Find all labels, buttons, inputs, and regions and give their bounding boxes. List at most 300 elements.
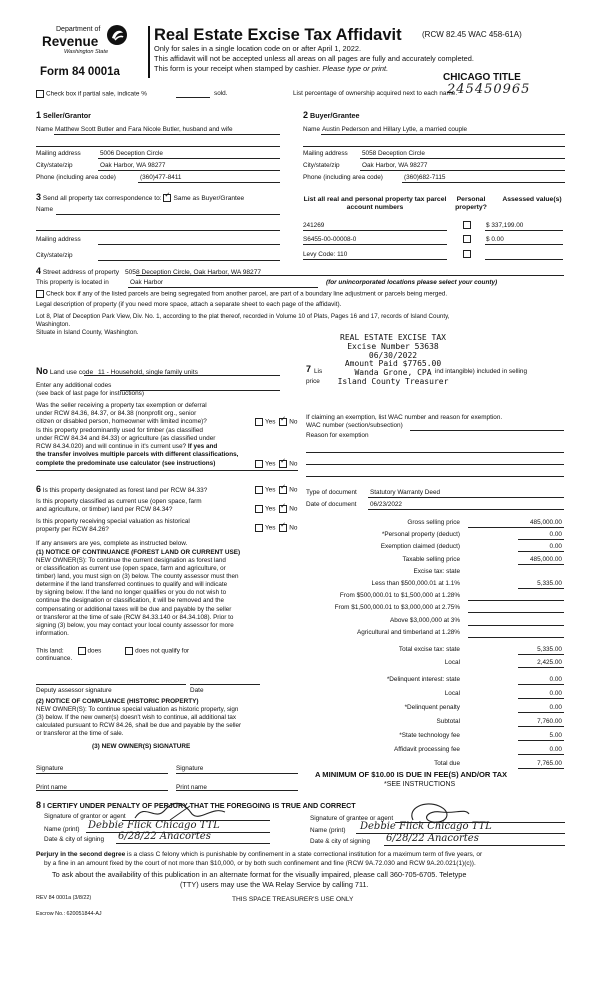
if-yes-note: If any answers are yes, complete as instructed below. [36,540,188,547]
buyer-name-label: Name [303,126,321,133]
tax-row [300,556,564,568]
parcels-header-assessed: Assessed value(s) [502,196,562,203]
q-timber-3-bold: If yes and [187,443,218,450]
seller-heading-label: Seller/Grantor [43,111,91,120]
tax-row-value[interactable]: 7,765.00 [537,760,562,767]
q-timber-5: complete the predominate use calculator (see instructions) [36,460,216,467]
segregated-checkbox[interactable] [36,290,44,298]
new-owner-print-label-1: Print name [36,784,67,791]
tax-row [300,629,564,641]
land-does-not-label: does not qualify for [135,647,190,655]
new-owner-signature-line-2[interactable] [176,773,298,774]
q-forest [36,484,207,494]
grantee-name-hand[interactable]: Debbie Flick Chicago TTL [360,821,492,832]
tax-row [300,543,564,555]
grantor-signature-label: Signature of grantor or agent [44,813,126,820]
seller-name-value[interactable]: Matthew Scott Butler and Fara Nicole Butler, husband and wife [55,126,233,133]
new-owner-signature-label-2: Signature [176,765,204,772]
grantee-date-label: Date & city of signing [310,838,371,845]
forest-yes-label: Yes [265,486,276,494]
parcels-header-personal: Personal property? [455,196,487,211]
notice-compliance-body [36,706,241,738]
stamp-line-5: Wanda Grone, CPA [354,368,432,378]
escrow-number: Escrow No.: 620051844-AJ [36,911,102,917]
exemption-yes-label: Yes [265,418,276,426]
seller-heading-number: 1 [36,110,42,120]
stamp-line-4: Amount Paid $7765.00 [344,359,442,369]
timber-yes-checkbox[interactable] [255,460,263,468]
seller-city-underline [98,170,280,171]
parcel-row-1-number[interactable]: 241269 [303,222,325,229]
q-timber-4: the transfer involves multiple parcels with different classifications, [36,451,239,458]
tax-row [300,676,564,688]
exemption-reason-line-1[interactable] [306,452,564,453]
tax-row-line [518,698,564,699]
tax-row-value[interactable]: 0.00 [549,531,562,539]
notice-continuance-body [36,557,239,638]
q-timber-1: Is this property predominantly used for timber (as classified [36,427,203,434]
tax-row-line [518,564,564,565]
stamp-line-6: Island County Treasurer [337,376,449,386]
buyer-mail-underline [360,158,565,159]
deputy-date-label: Date [190,687,204,694]
sec7-intangible: ind intangible) included in selling [435,368,528,375]
legal-description-2: Washington. [36,321,71,328]
sold-label: sold. [214,90,228,97]
doc-date-value[interactable]: 06/23/2022 [370,501,402,508]
tax-row-label: Total excise tax: state [398,646,460,653]
tax-row [300,690,564,702]
new-owner-signature-line-1[interactable] [36,773,168,774]
exemption-reason-line-2[interactable] [306,464,564,465]
subtitle-2: This affidavit will not be accepted unless all areas on all pages are fully and accurately completed. [154,54,474,63]
partial-sale-checkbox[interactable] [36,90,44,98]
parcel-row-2-line [303,244,447,245]
tax-row-label: Local [444,659,460,666]
form-revision: REV 84 0001a (3/8/22) [36,895,92,901]
header-divider [148,26,150,78]
timber-yes-label: Yes [265,460,276,468]
sec3-number: 3 [36,192,42,202]
additional-codes-label: Enter any additional codes [36,382,112,389]
land-does-checkbox[interactable] [78,647,86,655]
treasurer-use-label: THIS SPACE TREASURER'S USE ONLY [232,896,354,903]
notice-continuance-line: timber) land, you must sign on (3) below. The county assessor must then [36,573,239,581]
buyer-phone-label: Phone (including area code) [303,174,383,181]
minimum-due-notice: A MINIMUM OF $10.00 IS DUE IN FEE(S) AND/OR TAX [315,770,508,779]
sec3-text: Send all property tax correspondence to: [42,195,162,202]
buyer-city-label: City/state/zip [303,162,340,169]
tax-row [300,718,564,730]
tax-row-line [518,667,564,668]
additional-codes-field[interactable] [120,390,280,391]
q-historic-1: Is this property receiving special valuation as historical [36,518,190,525]
tax-row-value[interactable]: 485,000.00 [530,519,562,526]
sec3-mail-field[interactable] [98,244,280,245]
land-use-line [84,375,280,376]
same-as-buyer-label: Same as Buyer/Grantee [173,195,245,202]
seller-name-extra-line [36,146,280,147]
historic-no-checkbox[interactable] [279,524,287,532]
washington-state-label: Washington State [64,49,109,55]
levy-code[interactable]: Levy Code: 110 [303,251,348,258]
q-timber-yesno [255,460,297,468]
subtitle-3-emphasis: Please type or print. [322,64,389,73]
tax-row-value[interactable]: 0.00 [549,690,562,697]
grantee-name-label: Name (print) [310,827,346,834]
certify-text: I CERTIFY UNDER PENALTY OF PERJURY THAT THE FOREGOING IS TRUE AND CORRECT [43,801,356,810]
notice-compliance-heading: (2) NOTICE OF COMPLIANCE (HISTORIC PROPERTY) [36,698,199,705]
tax-row-label: Total due [434,760,460,767]
tax-row-label: Excise tax: state [413,567,460,575]
legal-description-1: Lot 8, Plat of Deception Park View, Div. No. 1, according to the plat thereof, recorded in Volume 10 of Plats, Pages 16 and 17, records of Island County, [36,313,450,320]
this-land-label: This land: [36,647,64,655]
parcel-row-1-value[interactable]: $ 337,199.00 [486,222,524,229]
buyer-phone-underline [402,182,565,183]
tax-row-line [518,539,564,540]
doc-type-value[interactable]: Statutory Warranty Deed [370,489,441,496]
grantor-name-hand[interactable]: Debbie Flick Chicago TTL [88,820,220,831]
notice-continuance-line: or classification as current use (open space, farm and agriculture, or [36,565,226,573]
current-use-no-label: No [289,505,298,513]
timber-no-label: No [289,460,298,468]
notice-compliance-line: or transferor at the time of sale. [36,730,124,738]
tax-row-line [518,551,564,552]
tax-row-line [518,684,564,685]
tax-row-label: *Personal property (deduct) [381,531,460,539]
seller-city-value[interactable]: Oak Harbor, WA 98277 [100,162,166,169]
see-instructions-note: *SEE INSTRUCTIONS [384,781,456,788]
tax-row [300,704,564,716]
new-owner-print-label-2: Print name [176,784,207,791]
doc-type-label: Type of document [306,489,357,496]
sec4-number: 4 [36,266,42,276]
q-current-use-yesno [255,505,297,513]
tax-row [300,646,564,658]
current-use-yes-label: Yes [265,505,276,513]
parcel-row-2-personal-checkbox[interactable] [463,235,471,243]
land-does-not-checkbox[interactable] [125,647,133,655]
tax-row-label: Local [444,690,460,697]
sec3-heading [36,192,244,203]
seller-city-label: City/state/zip [36,162,73,169]
tax-row-value[interactable]: 0.00 [549,676,562,683]
handwritten-order-number: 245450965 [447,82,531,97]
notice-continuance-heading: (1) NOTICE OF CONTINUANCE (FOREST LAND OR CURRENT USE) [36,549,241,556]
stamp-line-3: 06/30/2022 [368,350,418,360]
deputy-signature-label: Deputy assessor signature [36,687,112,694]
tax-row-value[interactable]: 485,000.00 [530,555,562,563]
grantor-date-line [116,843,270,844]
q-forest-yesno [255,486,297,494]
tax-row-label: Taxable selling price [402,555,460,563]
seller-mail-value[interactable]: 5006 Deception Circle [100,150,163,157]
revenue-wordmark: Revenue [42,34,99,49]
new-owner-signature-heading: (3) NEW OWNER(S) SIGNATURE [92,743,191,750]
tax-row-value[interactable]: 5.00 [549,732,562,739]
subtitle-1: Only for sales in a single location code on or after April 1, 2022. [154,44,362,53]
treasurer-stamp [318,334,468,387]
doc-date-line [368,509,564,510]
parcels-header-parcel: List all real and personal property tax parcel account numbers [303,196,447,211]
buyer-name-value[interactable]: Austin Pederson and Hillary Lytle, a married couple [322,126,468,133]
sec7-price: price [306,378,320,385]
notice-continuance-line: determine if the land transferred continues to qualify and will indicate [36,581,228,589]
q-timber-3 [36,443,217,450]
grantee-signature-label: Signature of grantee or agent [310,815,394,822]
seller-phone-label: Phone (including area code) [36,174,116,181]
q-historic-2: property per RCW 84.26? [36,526,109,533]
partial-sale-row [36,90,147,98]
exemption-no-label: No [289,418,298,426]
located-label: This property is located in [36,279,109,286]
buyer-city-underline [360,170,565,171]
sec3-mail-label: Mailing address [36,236,81,243]
seller-name-underline [54,134,280,135]
grantee-date-hand[interactable]: 6/28/22 Anacortes [386,833,479,844]
sec4-address-value[interactable]: 5058 Deception Circle, Oak Harbor, WA 98277 [124,269,262,276]
wac-number-field[interactable] [410,430,564,431]
sec5-divider [36,470,298,471]
exemption-reason-line-3[interactable] [306,476,564,477]
forest-yes-checkbox[interactable] [255,486,263,494]
buyer-heading [303,110,360,120]
q-timber-3-text: RCW 84.34.020) and will continue in it's current use? [36,443,187,450]
seller-mail-label: Mailing address [36,150,81,157]
availability-line-1: To ask about the availability of this publication in an alternate format for the visually impaired, please call 360-705-6705. Teletype [52,870,467,879]
grantor-name-label: Name (print) [44,826,80,833]
notice-compliance-line: NEW OWNER(S): To continue special valuation as historic property, sign [36,706,239,713]
sec7-lis: Lis [314,368,323,375]
tax-row-label: *State technology fee [399,732,460,739]
tax-row-line [468,625,564,626]
segregated-label: Check box if any of the listed parcels are being segregated from another parcel, are part of a boundary line adjustment or parcels being merged. [46,290,448,298]
buyer-mail-label: Mailing address [303,150,348,157]
sec4-address-line [136,275,564,276]
tax-row-line [468,527,564,528]
stamp-line-2: Excise Number 53638 [347,341,439,351]
tax-row-label: *Delinquent penalty [404,704,460,711]
notice-continuance-line: by signing below. If the land no longer qualifies or you do not wish to [36,589,227,597]
tax-row [300,580,564,592]
tax-row-line [518,588,564,589]
tax-row-label: From $1,500,000.01 to $3,000,000 at 2.75% [334,604,460,612]
historic-no-label: No [289,524,298,532]
levy-code-line [303,259,447,260]
same-as-buyer-checkbox[interactable] [163,194,171,202]
current-use-yes-checkbox[interactable] [255,505,263,513]
tax-row-label: Gross selling price [407,519,460,526]
seller-phone-value[interactable]: (360)477-8411 [140,174,182,181]
additional-codes-sub: (see back of last page for instructions) [36,390,144,397]
notice-compliance-line: (3) below. If the new owner(s) doesn't wish to continue, all additional tax [36,714,237,722]
tax-row [300,617,564,629]
tax-row [300,746,564,758]
tax-row [300,592,564,604]
historic-yes-checkbox[interactable] [255,524,263,532]
land-use-value[interactable]: 11 - Household, single family units [97,369,198,376]
parcel-row-1-personal-checkbox[interactable] [463,221,471,229]
tax-row [300,568,564,580]
segregated-row [36,290,447,298]
notice-continuance-line: information. [36,629,69,637]
partial-sale-percent-field[interactable] [176,97,210,98]
parcel-row-3-personal-checkbox[interactable] [463,250,471,258]
this-land-row [36,647,189,655]
parcel-row-1-line [303,230,447,231]
tax-row-label: From $500,000.01 to $1,500,000 at 1.28% [339,592,460,600]
parcel-row-3-value-line [485,259,563,260]
tax-row-line [518,754,564,755]
sec3-name-field[interactable] [56,214,280,215]
tax-row-value[interactable]: 0.00 [549,543,562,551]
sec3-city-field[interactable] [98,260,280,261]
historic-yes-label: Yes [265,524,276,532]
tax-row [300,659,564,671]
notice-continuance-line: continue the designation or classification, it will be removed and the [36,597,224,605]
notice-continuance-line: or transferor at the time of sale (RCW 84.33.140 or 84.34.108). Prior to [36,613,234,621]
sec3-city-label: City/state/zip [36,252,73,259]
tax-row-label: *Delinquent interest: state [386,676,460,683]
perjury-line-1 [36,851,482,858]
q-exemption-3: citizen or disabled person, homeowner with limited income)? [36,418,207,425]
seller-phone-underline [138,182,280,183]
dor-logo [42,26,142,58]
ownership-note: List percentage of ownership acquired next to each name. [293,90,458,97]
sec5-number: No [36,366,48,376]
doc-date-label: Date of document [306,501,357,508]
legal-description-3: Situate in Island County, Washington. [36,329,139,336]
q-exemption-1: Was the seller receiving a property tax exemption or deferral [36,402,207,409]
buyer-city-value[interactable]: Oak Harbor, WA 98277 [362,162,428,169]
tax-row-line [518,740,564,741]
buyer-heading-label: Buyer/Grantee [310,111,360,120]
tax-row-label: Exemption claimed (deduct) [380,543,460,551]
exemption-no-checkbox[interactable] [279,418,287,426]
tax-row [300,604,564,616]
legal-description-label: Legal description of property (if you need more space, attach a separate sheet to each page of the affidavit). [36,301,342,308]
seller-name-label: Name [36,126,54,133]
parcel-row-2-value-line [485,244,563,245]
q-current-use-2: and agriculture, or timber) land per RCW 84.34? [36,506,173,513]
tax-row-label: Subtotal [436,718,460,725]
sec6-number: 6 [36,484,42,494]
perjury-bold: Perjury in the second degree [36,851,126,858]
parcel-row-1-value-line [485,230,563,231]
seller-heading [36,110,91,120]
forest-no-checkbox[interactable] [279,486,287,494]
located-line [128,287,318,288]
notice-continuance-line: compensating or additional taxes will be due and payable by the seller [36,605,232,613]
current-use-no-checkbox[interactable] [279,505,287,513]
q-current-use-1: Is this property classified as current use (open space, farm [36,498,202,505]
located-value[interactable]: Oak Harbor [130,279,164,286]
grantor-date-hand[interactable]: 6/28/22 Anacortes [118,831,211,842]
stamp-line-1: REAL ESTATE EXCISE TAX [340,333,446,342]
land-use-label: Land use code [49,369,94,376]
tax-row-line [468,600,564,601]
tax-row-value[interactable]: 2,425.00 [537,659,562,666]
notice-compliance-line: calculated pursuant to RCW 84.26, shall be due and payable by the seller [36,722,242,730]
tax-row-line [468,612,564,613]
deputy-signature-line[interactable] [36,684,186,685]
seller-mail-underline [98,158,280,159]
tax-row-label: Affidavit processing fee [394,746,460,753]
timber-no-checkbox[interactable] [279,460,287,468]
tax-row [300,519,564,531]
tax-row-label: Above $3,000,000 at 3% [390,616,460,624]
tax-row-label: Agricultural and timberland at 1.28% [356,628,460,636]
notice-continuance-line: signing (3) below, you may contact your local county assessor for more [36,621,234,629]
grantee-date-line [384,845,565,846]
q-forest-text: Is this property designated as forest land per RCW 84.33? [42,487,208,494]
tax-row-value[interactable]: 7,760.00 [537,718,562,725]
sec3-name-extra-line [36,230,280,231]
parcel-row-2-number[interactable]: S6455-00-00008-0 [303,236,357,243]
exemption-reason-label: Reason for exemption [306,432,369,439]
q-historic-yesno [255,524,297,532]
perjury-text-1: is a class C felony which is punishable by confinement in a state correctional institution for a maximum term of five years, or [127,851,483,858]
tax-row [300,531,564,543]
new-owner-signature-label-1: Signature [36,765,64,772]
partial-sale-label: Check box if partial sale, indicate % [46,90,147,98]
availability-line-2: (TTY) users may use the WA Relay Service by calling 711. [180,880,369,889]
subtitle-3 [154,65,388,74]
buyer-name-underline [321,134,565,135]
deputy-date-line[interactable] [190,684,260,685]
grantor-date-label: Date & city of signing [44,836,105,843]
buyer-name-extra-line [303,146,565,147]
q-exemption-yesno [255,418,297,426]
buyer-phone-value[interactable]: (360)682-7115 [404,174,446,181]
form-number: Form 84 0001a [40,66,120,78]
perjury-line-2: by a fine in an amount fixed by the court of not more than $10,000, or by both such confinement and fine (RCW 9A.72.030 and RCW 9A.20.021(1)(c)). [44,860,476,867]
q-timber-2: under RCW 84.34 and 84.33) or agriculture (as classified under [36,435,216,442]
tax-row [300,732,564,744]
title-company-stamp: CHICAGO TITLE [443,72,521,83]
form-title: Real Estate Excise Tax Affidavit [154,26,402,44]
subtitle-3-text: This form is your receipt when stamped by cashier. [154,64,321,73]
land-does-label: does [87,647,102,655]
sec8-number: 8 [36,800,42,810]
unincorporated-note: (for unincorporated locations please select your county) [326,279,498,286]
tax-row-value[interactable]: 5,335.00 [537,646,562,653]
dept-of-label: Department of [56,26,101,33]
tax-row-line [468,637,564,638]
form-title-ref: (RCW 82.45 WAC 458-61A) [422,30,522,39]
continuance-label: continuance. [36,655,73,662]
tax-row-line [518,726,564,727]
notice-continuance-line: NEW OWNER(S): To continue the current designation as forest land [36,557,226,564]
tax-row-value[interactable]: 0.00 [549,704,562,711]
buyer-heading-number: 2 [303,110,309,120]
tax-row-value[interactable]: 5,335.00 [537,580,562,587]
exemption-claim-label: If claiming an exemption, list WAC number and reason for exemption. [306,414,503,421]
tax-row-label: Less than $500,000.01 at 1.1% [371,580,460,587]
q-exemption-2: under RCW 84.36, 84.37, or 84.38 (nonprofit org., senior [36,410,197,417]
forest-no-label: No [289,486,298,494]
parcel-row-2-value[interactable]: $ 0.00 [486,236,504,243]
buyer-mail-value[interactable]: 5058 Deception Circle [362,150,425,157]
tax-row-line [518,768,564,769]
tax-row-line [518,654,564,655]
tax-row-value[interactable]: 0.00 [549,746,562,753]
sec7-number: 7 [306,364,312,374]
tax-row-line [518,712,564,713]
exemption-yes-checkbox[interactable] [255,418,263,426]
wac-number-label: WAC number (section/subsection) [306,422,403,429]
sec3-name-label: Name [36,206,54,213]
